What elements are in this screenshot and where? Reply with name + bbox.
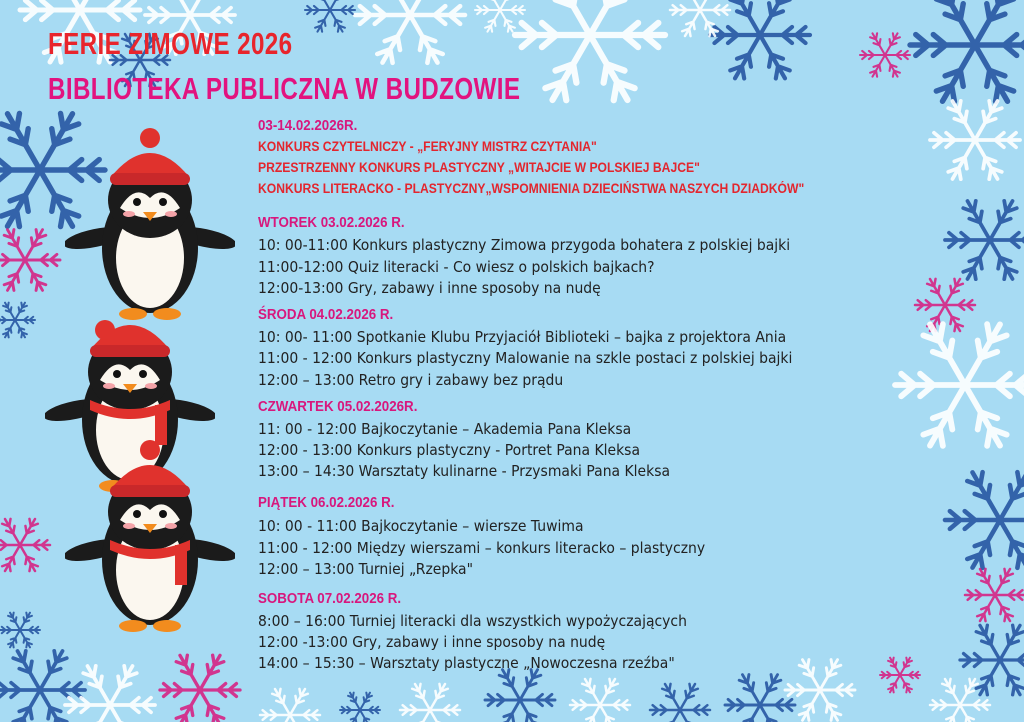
contest-item: PRZESTRZENNY KONKURS PLASTYCZNY „WITAJCIE W POLSKIEJ BAJCE" — [258, 160, 700, 175]
event-item: 12:00 -13:00 Gry, zabawy i inne sposoby na nudę — [258, 633, 606, 651]
snowflake-icon — [260, 689, 320, 722]
snowflake-icon — [485, 670, 555, 722]
event-item: 12:00 - 13:00 Konkurs plastyczny - Portret Pana Kleksa — [258, 441, 640, 459]
event-item: 11:00 - 12:00 Konkurs plastyczny Malowanie na szkle postaci z polskiej bajki — [258, 349, 793, 367]
snowflake-icon — [725, 675, 795, 722]
snowflake-icon — [945, 201, 1024, 279]
event-item: 11: 00 - 12:00 Bajkoczytanie – Akademia Pana Kleksa — [258, 420, 632, 438]
contest-item: KONKURS CZYTELNICZY - „FERYJNY MISTRZ CZYTANIA" — [258, 139, 597, 154]
snowflake-icon — [570, 679, 630, 722]
event-item: 10: 00-11:00 Konkurs plastyczny Zimowa przygoda bohatera z polskiej bajki — [258, 236, 791, 254]
event-item: 13:00 – 14:30 Warsztaty kulinarne - Przysmaki Pana Kleksa — [258, 462, 671, 480]
snowflake-icon — [305, 0, 355, 32]
contest-item: KONKURS LITERACKO - PLASTYCZNY„WSPOMNIENIA DZIECIŃSTWA NASZYCH DZIADKÓW" — [258, 181, 805, 196]
snowflake-icon — [880, 658, 920, 693]
event-item: 11:00 - 12:00 Między wierszami – konkurs literacko – plastyczny — [258, 539, 706, 557]
day-heading: PIĄTEK 06.02.2026 R. — [258, 495, 395, 511]
event-item: 11:00-12:00 Quiz literacki - Co wiesz o polskich bajkach? — [258, 258, 655, 276]
poster-subtitle: BIBLIOTEKA PUBLICZNA W BUDZOWIE — [48, 71, 521, 106]
snowflake-icon — [475, 0, 525, 32]
event-item: 14:00 – 15:30 – Warsztaty plastyczne „Nowoczesna rzeźba" — [258, 654, 675, 672]
snowflake-icon — [400, 684, 460, 722]
snowflake-icon — [0, 303, 35, 338]
snowflake-icon — [930, 101, 1020, 179]
event-item: 12:00-13:00 Gry, zabawy i inne sposoby na nudę — [258, 279, 601, 297]
snowflake-icon — [0, 613, 40, 648]
snowflake-icon — [340, 693, 380, 722]
event-item: 12:00 – 13:00 Retro gry i zabawy bez prądu — [258, 371, 564, 389]
event-item: 10: 00- 11:00 Spotkanie Klubu Przyjaciół Biblioteki – bajka z projektora Ania — [258, 328, 787, 346]
snowflake-icon — [910, 0, 1024, 102]
event-item: 12:00 – 13:00 Turniej „Rzepka" — [258, 560, 474, 578]
snowflake-icon — [515, 0, 665, 100]
day-heading: ŚRODA 04.02.2026 R. — [258, 307, 394, 323]
day-heading: WTOREK 03.02.2026 R. — [258, 215, 405, 231]
snowflake-icon — [895, 324, 1024, 446]
event-item: 10: 00 - 11:00 Bajkoczytanie – wiersze Tuwima — [258, 517, 584, 535]
poster-title: FERIE ZIMOWE 2026 — [48, 26, 293, 61]
day-heading: SOBOTA 07.02.2026 R. — [258, 591, 402, 607]
snowflake-icon — [650, 684, 710, 722]
snowflake-icon — [160, 655, 240, 722]
snowflake-icon — [965, 569, 1024, 621]
contests-dates: 03-14.02.2026R. — [258, 118, 358, 134]
event-item: 8:00 – 16:00 Turniej literacki dla wszystkich wypożyczających — [258, 612, 687, 630]
day-heading: CZWARTEK 05.02.2026R. — [258, 399, 418, 415]
snowflake-icon — [355, 0, 465, 63]
snowflake-icon — [0, 519, 50, 571]
snowflake-icon — [945, 472, 1024, 568]
penguin — [65, 440, 235, 644]
snowflake-icon — [785, 660, 855, 721]
snowflake-icon — [860, 33, 910, 76]
snowflake-icon — [0, 230, 60, 291]
